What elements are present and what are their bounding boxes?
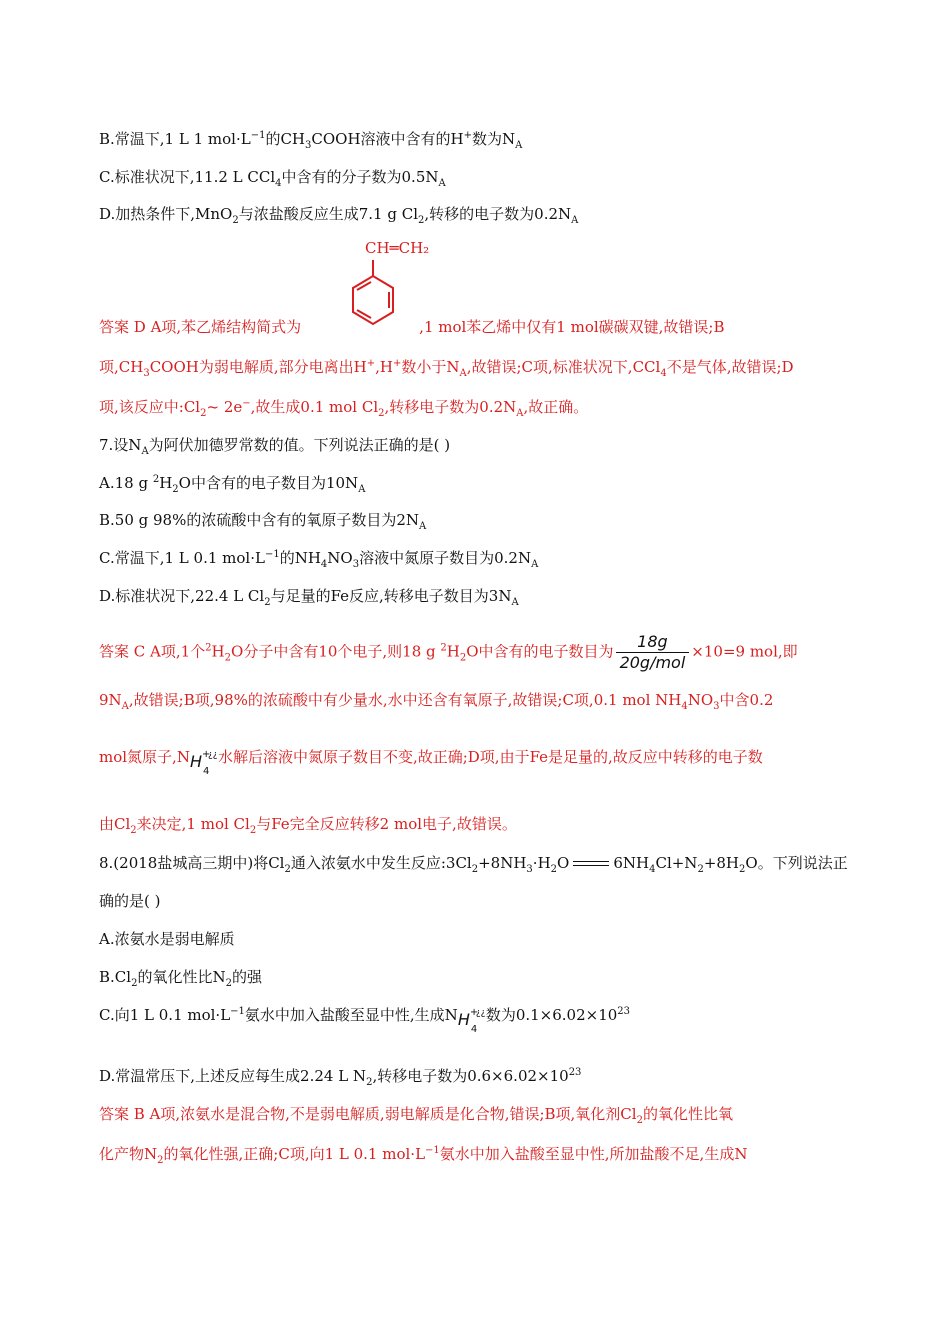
q6-option-d: D.加热条件下,MnO$_2$与浓盐酸反应生成7.1 g $Cl_2$,转移的电子数为$0.2N_A$ xyxy=(99,205,579,226)
q7-option-d: D.标准状况下,22.4 L $Cl_2$与足量的Fe反应,转移电子数目为$3N_A$ xyxy=(99,587,519,608)
q8-stem-line2: 确的是( ) xyxy=(99,892,161,910)
answer8-line1: 答案 B A项,浓氨水是混合物,不是弱电解质,弱电解质是化合物,错误;B项,氧化剂$Cl_2$的氧化性比氧 xyxy=(99,1105,733,1126)
q8-option-c: C.向1 L 0.1 $mol\cdot L^{-1}$氨水中加入盐酸至显中性,生成N H 4 + ¿¿ 数为$0.1\times 6.02\times 10^{23}$ xyxy=(99,1006,631,1035)
fraction-molar-ratio: $\frac{18g}{\text{20g/mol}}$ xyxy=(616,632,690,673)
q7-stem: 7.设$N_A$为阿伏加德罗常数的值。下列说法正确的是( ) xyxy=(99,436,451,457)
answer7-line1: 答案 C A项,1个$^2H_2O$分子中含有10个电子,则18 g $^2H_2O$中含有的电子数目为 $\frac{18g}{\text{20g/mol}}$ ×10=9 mol,即 xyxy=(99,632,798,672)
answer7-line3: mol氮原子,N H 4 + ¿¿ 水解后溶液中氮原子数目不变,故正确;D项,由于Fe是足量的,故反应中转移的电子数 xyxy=(99,748,763,777)
answer8-line2: 化产物$N_2$的氧化性强,正确;C项,向1 L 0.1 $mol\cdot L^{-1}$氨水中加入盐酸至显中性,所加盐酸不足,生成N xyxy=(99,1145,748,1166)
q8-option-a: A.浓氨水是弱电解质 xyxy=(99,930,235,948)
q7-option-c: C.常温下,1 L 0.1 $mol\cdot L^{-1}$的$NH_4NO_3$溶液中氮原子数目为$0.2N_A$ xyxy=(99,549,539,570)
answer6-line3: 项,该反应中$:Cl_2\sim$ 2e−,故生成0.1 mol $Cl_2$,转移电子数为$0.2N_A$,故正确。 xyxy=(99,398,589,419)
styrene-vinyl-label: CH═CH₂ xyxy=(365,239,430,257)
ammonium-ion: H 4 + ¿¿ xyxy=(189,749,218,777)
answer6-line1: 答案 D A项,苯乙烯结构简式为 ,1 mol苯乙烯中仅有1 mol碳碳双键,故错误;B xyxy=(99,318,725,336)
reaction-equals-sign xyxy=(573,860,609,868)
answer6-line2: 项$,CH_3COOH$为弱电解质,部分电离出H+,H+数小于$N_A$,故错误;C项,标准状况下,CCl$_4$不是气体,故错误;D xyxy=(99,358,794,379)
q7-option-a: A.18 g $^2H_2O$中含有的电子数目为$10N_A$ xyxy=(99,474,366,495)
answer7-line4: 由$Cl_2$来决定,1 mol $Cl_2$与Fe完全反应转移2 mol电子,故错误。 xyxy=(99,815,517,836)
q8-stem-line1: 8.(2018盐城高三期中)将$Cl_2$通入浓氨水中发生反应$:3Cl_2+8NH_3\cdot H_2O$ $6NH_4Cl+N_2+8H_2O$。下列说法正 xyxy=(99,854,848,875)
answer7-line2: $9N_A$,故错误;B项,98%的浓硫酸中有少量水,水中还含有氧原子,故错误;C项,0.1 mol $NH_4NO_3$中含0.2 xyxy=(99,691,774,712)
q8-option-d: D.常温常压下,上述反应每生成2.24 L $N_2$,转移电子数为$0.6\times 6.02\times 10^{23}$ xyxy=(99,1067,582,1088)
ammonium-ion: H 4 + ¿¿ xyxy=(457,1007,486,1035)
q7-option-b: B.50 g 98%的浓硫酸中含有的氧原子数目为$2N_A$ xyxy=(99,511,427,532)
q6-option-b: B.常温下,1 L 1 $mol\cdot L^{-1}$的$CH_3COOH$溶液中含有的H+数为$N_A$ xyxy=(99,130,523,151)
q6-option-c: C.标准状况下,11.2 L CCl$_4$中含有的分子数为$0.5N_A$ xyxy=(99,168,446,189)
q8-option-b: $B.Cl_2$的氧化性比$N_2$的强 xyxy=(99,968,262,989)
